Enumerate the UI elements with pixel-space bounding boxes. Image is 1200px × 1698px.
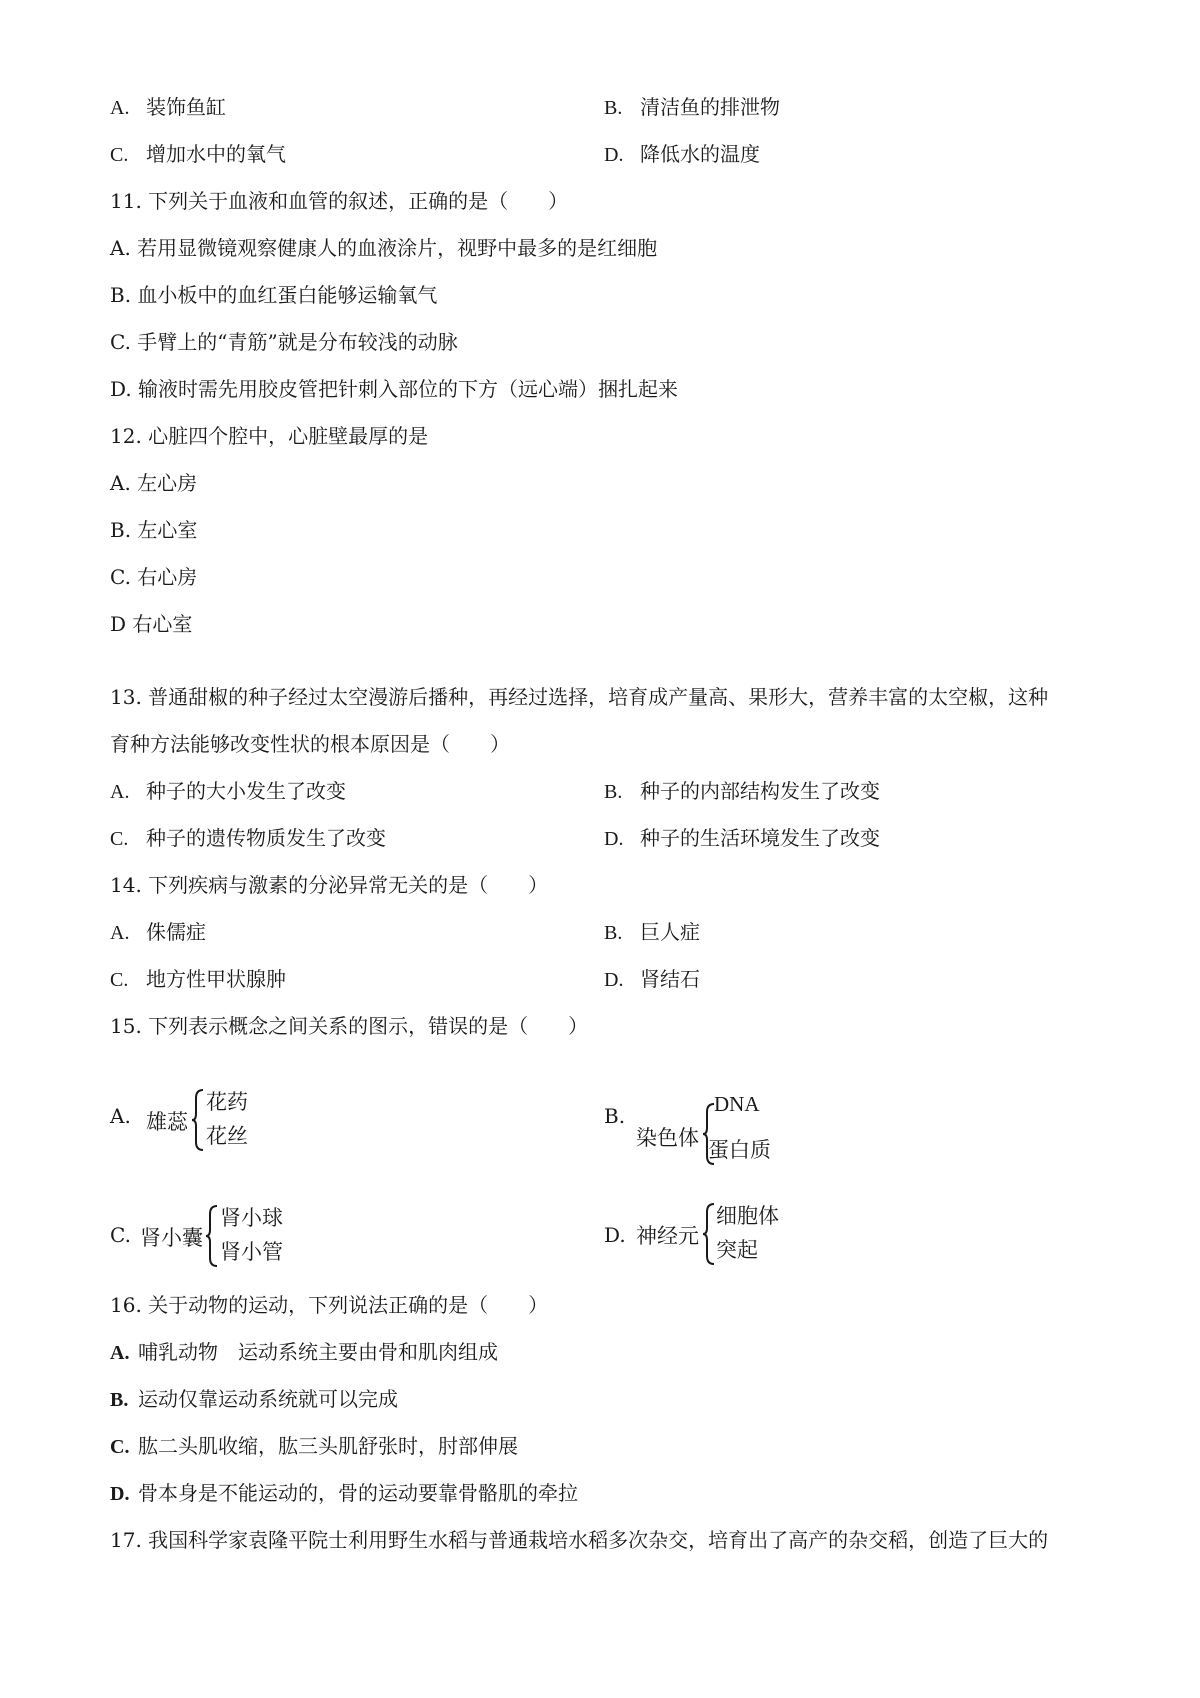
q15-stem: 15. 下列表示概念之间关系的图示，错误的是（ ） xyxy=(110,1014,589,1038)
option-text: 清洁鱼的排泄物 xyxy=(640,95,780,119)
q12-option-a: A. 左心房 xyxy=(110,471,198,495)
q14-option-a xyxy=(110,919,206,946)
option-text: 巨人症 xyxy=(640,920,700,944)
q15-option-d-letter: D. xyxy=(604,1223,626,1247)
option-letter: C. xyxy=(110,144,129,166)
diagram-child-bottom: 花丝 xyxy=(206,1124,248,1148)
diagram-parent: 雄蕊 xyxy=(146,1110,188,1134)
q11-option-d: D. 输液时需先用胶皮管把针刺入部位的下方（远心端）捆扎起来 xyxy=(110,377,679,401)
option-letter: D. xyxy=(604,828,624,850)
q10-option-b xyxy=(604,94,780,121)
option-letter: A. xyxy=(110,1342,130,1364)
diagram-child-bottom: 突起 xyxy=(716,1238,758,1262)
q12-option-b: B. 左心室 xyxy=(110,518,198,542)
q15-option-c-letter: C. xyxy=(110,1223,131,1247)
q14-option-d xyxy=(604,966,700,993)
brace-icon xyxy=(205,1204,219,1268)
option-letter: C. xyxy=(110,1436,130,1458)
brace-icon xyxy=(702,1202,716,1266)
option-text: 装饰鱼缸 xyxy=(146,95,226,119)
q15-option-c-diagram xyxy=(140,1202,300,1272)
q13-stem-line1: 13. 普通甜椒的种子经过太空漫游后播种，再经过选择，培育成产量高、果形大，营养丰富的太空椒，这种 xyxy=(110,685,1049,709)
q14-option-b xyxy=(604,919,700,946)
option-text: 肱二头肌收缩，肱三头肌舒张时，肘部伸展 xyxy=(138,1434,518,1458)
option-letter: C. xyxy=(110,828,129,850)
q13-stem-line2: 育种方法能够改变性状的根本原因是（ ） xyxy=(110,732,510,756)
option-letter: B. xyxy=(604,922,623,944)
option-text: 增加水中的氧气 xyxy=(146,142,286,166)
q10-option-d xyxy=(604,141,760,168)
option-letter: D. xyxy=(604,969,624,991)
q10-option-a xyxy=(110,94,226,121)
diagram-parent: 染色体 xyxy=(636,1126,699,1150)
diagram-child-top: 细胞体 xyxy=(716,1204,779,1228)
option-text: 侏儒症 xyxy=(146,920,206,944)
q17-stem: 17. 我国科学家袁隆平院士利用野生水稻与普通栽培水稻多次杂交，培育出了高产的杂交稻，创造了巨大的 xyxy=(110,1528,1049,1552)
option-letter: A. xyxy=(110,922,130,944)
q13-option-b xyxy=(604,778,880,805)
option-letter: A. xyxy=(110,781,130,803)
option-text: 骨本身是不能运动的，骨的运动要靠骨骼肌的牵拉 xyxy=(138,1481,578,1505)
option-letter: D. xyxy=(604,144,624,166)
q14-option-c xyxy=(110,966,286,993)
option-text: 哺乳动物 运动系统主要由骨和肌肉组成 xyxy=(138,1340,498,1364)
q15-option-b-letter: B. xyxy=(604,1104,626,1128)
q10-option-c xyxy=(110,141,286,168)
option-text: 肾结石 xyxy=(640,967,700,991)
diagram-parent: 神经元 xyxy=(636,1224,699,1248)
option-text: 种子的大小发生了改变 xyxy=(146,779,346,803)
q15-option-b-diagram xyxy=(636,1094,796,1164)
option-letter: B. xyxy=(110,1389,129,1411)
option-letter: A. xyxy=(110,97,130,119)
option-letter: B. xyxy=(604,781,623,803)
option-letter: D. xyxy=(110,1483,130,1505)
option-text: 种子的内部结构发生了改变 xyxy=(640,779,880,803)
q12-option-d: D 右心室 xyxy=(110,612,193,636)
option-letter: C. xyxy=(110,969,129,991)
q12-stem: 12. 心脏四个腔中，心脏壁最厚的是 xyxy=(110,424,429,448)
option-letter: B. xyxy=(604,97,623,119)
diagram-child-top: 肾小球 xyxy=(220,1206,283,1230)
option-text: 地方性甲状腺肿 xyxy=(146,967,286,991)
diagram-parent: 肾小囊 xyxy=(140,1226,203,1250)
option-text: 降低水的温度 xyxy=(640,142,760,166)
q16-option-b xyxy=(110,1386,398,1413)
diagram-child-top: 花药 xyxy=(206,1090,248,1114)
option-text: 种子的遗传物质发生了改变 xyxy=(146,826,386,850)
q11-option-a: A. 若用显微镜观察健康人的血液涂片，视野中最多的是红细胞 xyxy=(110,236,658,260)
q13-option-a xyxy=(110,778,346,805)
q16-option-d xyxy=(110,1480,578,1507)
q13-option-d xyxy=(604,825,880,852)
brace-icon xyxy=(191,1088,205,1152)
q15-option-d-diagram xyxy=(636,1200,796,1270)
q12-option-c: C. 右心房 xyxy=(110,565,198,589)
q14-stem: 14. 下列疾病与激素的分泌异常无关的是（ ） xyxy=(110,873,549,897)
diagram-child-bottom: 蛋白质 xyxy=(708,1138,771,1162)
option-text: 种子的生活环境发生了改变 xyxy=(640,826,880,850)
q15-option-a-diagram xyxy=(146,1086,296,1156)
q16-option-c xyxy=(110,1433,518,1460)
diagram-child-top: DNA xyxy=(714,1092,760,1116)
q16-stem: 16. 关于动物的运动，下列说法正确的是（ ） xyxy=(110,1293,549,1317)
q11-stem: 11. 下列关于血液和血管的叙述，正确的是（ ） xyxy=(110,189,569,213)
q15-option-a-letter: A. xyxy=(110,1104,131,1128)
diagram-child-bottom: 肾小管 xyxy=(220,1240,283,1264)
option-text: 运动仅靠运动系统就可以完成 xyxy=(138,1387,398,1411)
q11-option-b: B. 血小板中的血红蛋白能够运输氧气 xyxy=(110,283,438,307)
q13-option-c xyxy=(110,825,386,852)
q11-option-c: C. 手臂上的“青筋”就是分布较浅的动脉 xyxy=(110,330,458,354)
q16-option-a xyxy=(110,1339,498,1366)
